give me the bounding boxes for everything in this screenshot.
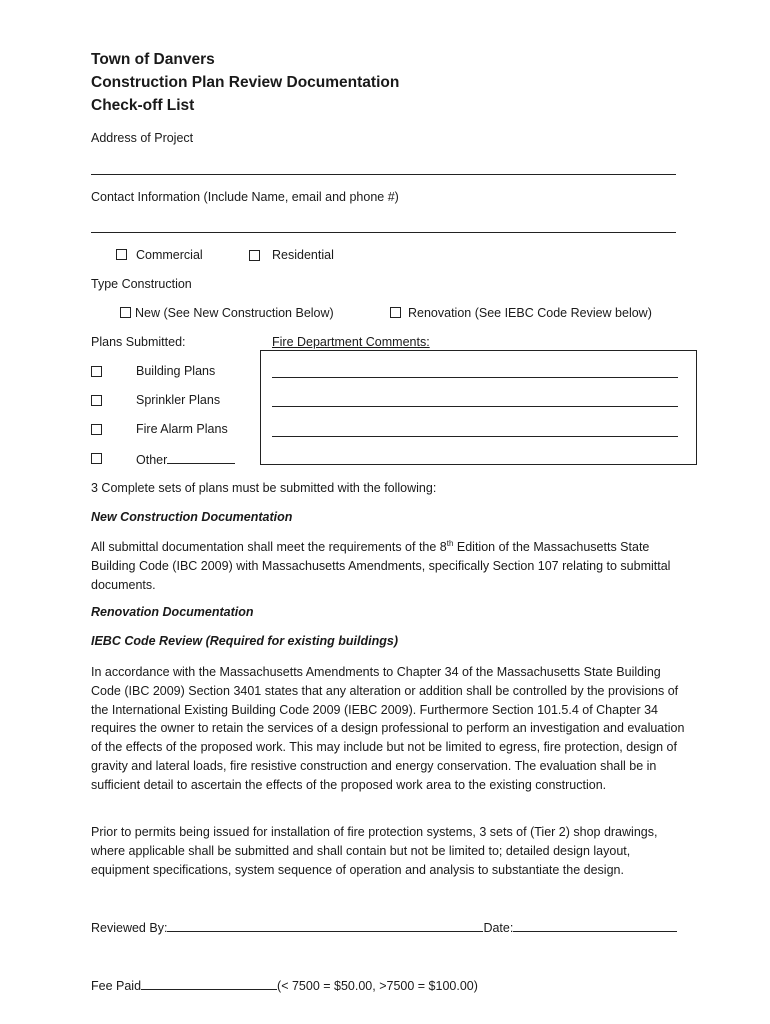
reviewed-by-blank[interactable]: [167, 919, 483, 932]
new-text-part-1: All submittal documentation shall meet the requirements of the 8: [91, 540, 447, 554]
sprinkler-plans-checkbox[interactable]: [91, 395, 102, 406]
renovation-heading: Renovation Documentation: [91, 605, 254, 619]
address-label: Address of Project: [91, 131, 194, 145]
reviewed-by-row: [91, 919, 677, 935]
commercial-checkbox[interactable]: [116, 249, 127, 260]
reviewed-by-label: Reviewed By:: [91, 921, 168, 935]
other-plans-checkbox[interactable]: [91, 453, 102, 464]
new-text-superscript: th: [446, 538, 454, 548]
title-town: Town of Danvers: [91, 51, 215, 68]
fire-dept-comments-label: Fire Department Comments:: [272, 335, 430, 349]
commercial-label: Commercial: [136, 248, 203, 262]
contact-label: Contact Information (Include Name, email and phone #): [91, 190, 399, 204]
renovation-label: Renovation (See IEBC Code Review below): [408, 306, 652, 320]
plans-submitted-label: Plans Submitted:: [91, 335, 186, 349]
fire-dept-comments-box: [260, 350, 697, 465]
requirements-intro: 3 Complete sets of plans must be submitted with the following:: [91, 481, 437, 495]
fire-comment-line-1[interactable]: [272, 377, 678, 378]
fee-paid-label: Fee Paid: [91, 979, 142, 993]
type-construction-label: Type Construction: [91, 277, 192, 291]
new-construction-text: [91, 538, 691, 594]
fire-alarm-plans-label: Fire Alarm Plans: [136, 422, 228, 436]
new-construction-checkbox[interactable]: [120, 307, 131, 318]
date-label: Date:: [483, 921, 514, 935]
building-plans-label: Building Plans: [136, 364, 216, 378]
fee-paid-row: [91, 977, 478, 993]
fire-alarm-plans-checkbox[interactable]: [91, 424, 102, 435]
new-text-part-2: Edition of the Massachusetts State Building Code (IBC 2009) with Massachusetts Amendments, specifically Section 107 relating to submittal documents.: [91, 540, 671, 592]
other-plans-label: Other: [136, 453, 168, 467]
iebc-text: In accordance with the Massachusetts Amendments to Chapter 34 of the Massachusetts State Building Code (IBC 2009) Section 3401 states that any alteration or addition shall be controlled by the provisions of the International Existing Building Code 2009 (IEBC 2009). Furthermore Section 101.5.4 of Chapter 34 requires the owner to retain the services of a design professional to perform an investigation and evaluation of the effects of the proposed work. This may include but not be limited to egress, fire protection, design of gravity and lateral loads, fire resistive construction and energy conservation. The evaluation shall be in sufficient detail to ascertain the effects of the proposed work area to the existing construction.: [91, 665, 685, 792]
other-plans-row: [136, 451, 235, 467]
new-construction-heading: New Construction Documentation: [91, 510, 293, 524]
iebc-heading: IEBC Code Review (Required for existing buildings): [91, 634, 398, 648]
fire-comment-line-2[interactable]: [272, 406, 678, 407]
other-plans-blank[interactable]: [167, 451, 235, 464]
renovation-checkbox[interactable]: [390, 307, 401, 318]
fee-note: (< 7500 = $50.00, >7500 = $100.00): [277, 979, 478, 993]
residential-checkbox[interactable]: [249, 250, 260, 261]
fee-paid-blank[interactable]: [141, 977, 277, 990]
new-construction-label: New (See New Construction Below): [135, 306, 334, 320]
title-document: Construction Plan Review Documentation: [91, 74, 400, 91]
residential-label: Residential: [272, 248, 334, 262]
fire-comment-line-3[interactable]: [272, 436, 678, 437]
title-checklist: Check-off List: [91, 97, 195, 114]
address-field-line[interactable]: [91, 174, 676, 175]
sprinkler-plans-label: Sprinkler Plans: [136, 393, 221, 407]
building-plans-checkbox[interactable]: [91, 366, 102, 377]
permits-text: Prior to permits being issued for installation of fire protection systems, 3 sets of (Tier 2) shop drawings, where applicable shall be submitted and shall contain but not be limited to; detailed design layout, equipment specifications, system sequence of operation and analysis to substantiate the design.: [91, 825, 658, 877]
date-blank[interactable]: [513, 919, 677, 932]
contact-field-line[interactable]: [91, 232, 676, 233]
